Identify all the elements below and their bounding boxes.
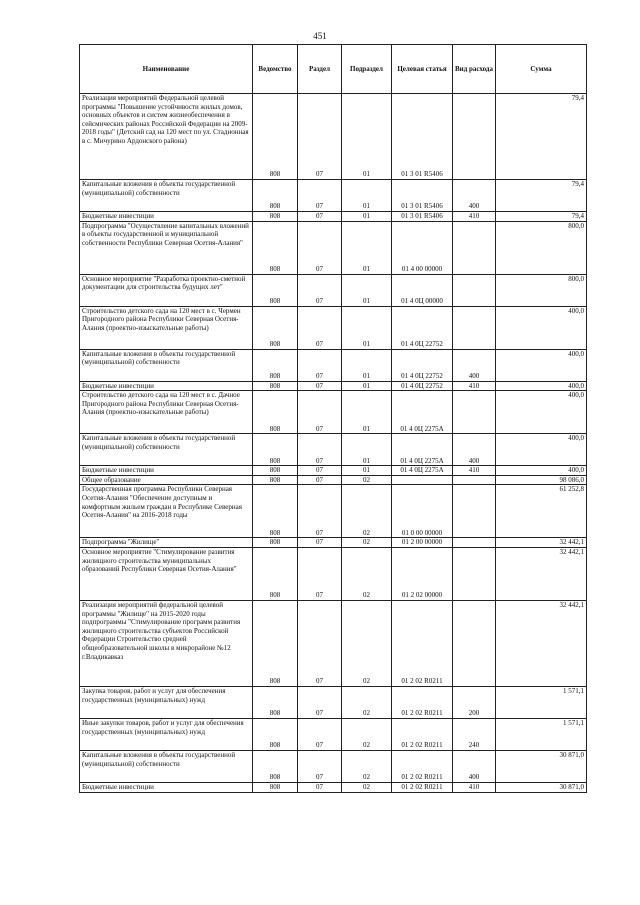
row-razdel-cell: 07 — [298, 306, 342, 349]
row-name-cell: Реализация мероприятий Федеральной целевой программы "Повышение устойчивости жилых домов, основных объектов и систем жизнеобеспечения в сейсмических районах Российской Федерации на 2009-2018 годы" (Детский сад на 120 мест по ул. Стадионная в с. Мичурино Ардонского района) — [80, 94, 253, 180]
row-ved-cell: 808 — [253, 538, 298, 548]
row-name-cell: Основное мероприятие "Разработка проектно-сметной документации для строительства будущих лет" — [80, 274, 253, 306]
row-name-cell: Капитальные вложения в объекты государственной (муниципальной) собственности — [80, 180, 253, 212]
row-sum-cell: 400,0 — [496, 391, 587, 434]
row-celevaya-cell: 01 4 0Ц 2275А — [392, 434, 453, 466]
row-sum-cell: 32 442,1 — [496, 600, 587, 686]
row-celevaya-cell: 01 4 0Ц 2275А — [392, 391, 453, 434]
row-podrazdel-cell: 01 — [342, 391, 392, 434]
table-row — [80, 475, 587, 485]
row-sum-cell: 32 442,1 — [496, 538, 587, 548]
row-vid-cell — [453, 600, 496, 686]
page-number: 451 — [313, 31, 327, 41]
row-razdel-cell: 07 — [298, 485, 342, 538]
row-ved-cell: 808 — [253, 381, 298, 391]
row-vid-cell — [453, 221, 496, 274]
row-podrazdel-cell: 01 — [342, 349, 392, 381]
row-razdel-cell: 07 — [298, 212, 342, 222]
row-celevaya-cell: 01 0 00 00000 — [392, 485, 453, 538]
table-row — [80, 718, 587, 750]
row-celevaya-cell: 01 4 0Ц 22752 — [392, 349, 453, 381]
row-razdel-cell: 07 — [298, 686, 342, 718]
row-podrazdel-cell: 02 — [342, 718, 392, 750]
row-name-cell: Иные закупки товаров, работ и услуг для обеспечения государственных (муниципальных) нужд — [80, 718, 253, 750]
row-ved-cell: 808 — [253, 718, 298, 750]
row-celevaya-cell — [392, 475, 453, 485]
row-podrazdel-cell: 01 — [342, 381, 392, 391]
row-ved-cell: 808 — [253, 306, 298, 349]
row-podrazdel-cell: 01 — [342, 306, 392, 349]
row-ved-cell: 808 — [253, 686, 298, 718]
row-celevaya-cell: 01 2 02 R0211 — [392, 750, 453, 782]
table-header-row — [80, 45, 587, 94]
table-row — [80, 349, 587, 381]
row-celevaya-cell: 01 2 02 R0211 — [392, 782, 453, 792]
row-podrazdel-cell: 01 — [342, 212, 392, 222]
row-vid-cell: 200 — [453, 686, 496, 718]
row-vid-cell — [453, 391, 496, 434]
header-razdel: Раздел — [298, 45, 342, 94]
table-row — [80, 434, 587, 466]
row-sum-cell: 400,0 — [496, 306, 587, 349]
row-podrazdel-cell: 02 — [342, 485, 392, 538]
row-sum-cell: 400,0 — [496, 349, 587, 381]
row-sum-cell: 800,0 — [496, 221, 587, 274]
table-row — [80, 782, 587, 792]
row-ved-cell: 808 — [253, 349, 298, 381]
row-ved-cell: 808 — [253, 180, 298, 212]
table-row — [80, 381, 587, 391]
row-celevaya-cell: 01 3 01 R5406 — [392, 212, 453, 222]
row-razdel-cell: 07 — [298, 94, 342, 180]
table-row — [80, 538, 587, 548]
row-name-cell: Бюджетные инвестиции — [80, 381, 253, 391]
row-ved-cell: 808 — [253, 475, 298, 485]
row-name-cell: Подпрограмма "Осуществление капитальных вложений в объекты государственной и муниципальной собственности Республики Северная Осетия-Алания" — [80, 221, 253, 274]
header-vid: Вид расхода — [453, 45, 496, 94]
row-podrazdel-cell: 01 — [342, 274, 392, 306]
table-row — [80, 547, 587, 600]
row-podrazdel-cell: 01 — [342, 434, 392, 466]
table-row — [80, 221, 587, 274]
row-name-cell: Бюджетные инвестиции — [80, 782, 253, 792]
row-vid-cell: 400 — [453, 434, 496, 466]
header-ved: Ведомство — [253, 45, 298, 94]
row-sum-cell: 400,0 — [496, 434, 587, 466]
row-vid-cell: 410 — [453, 381, 496, 391]
row-sum-cell: 79,4 — [496, 94, 587, 180]
row-razdel-cell: 07 — [298, 466, 342, 476]
row-podrazdel-cell: 01 — [342, 466, 392, 476]
row-ved-cell: 808 — [253, 547, 298, 600]
row-sum-cell: 32 442,1 — [496, 547, 587, 600]
row-ved-cell: 808 — [253, 391, 298, 434]
row-sum-cell: 30 871,0 — [496, 750, 587, 782]
row-podrazdel-cell: 02 — [342, 547, 392, 600]
row-sum-cell: 61 252,8 — [496, 485, 587, 538]
header-podrazdel: Подраздел — [342, 45, 392, 94]
row-sum-cell: 800,0 — [496, 274, 587, 306]
row-vid-cell — [453, 547, 496, 600]
row-vid-cell — [453, 485, 496, 538]
row-vid-cell: 410 — [453, 782, 496, 792]
row-sum-cell: 1 571,1 — [496, 686, 587, 718]
row-celevaya-cell: 01 4 0Ц 22752 — [392, 381, 453, 391]
table-row — [80, 750, 587, 782]
row-podrazdel-cell: 01 — [342, 221, 392, 274]
row-razdel-cell: 07 — [298, 538, 342, 548]
row-name-cell: Реализация мероприятий федеральной целевой программы "Жилище" на 2015-2020 годы подпрограммы "Стимулирование программ развития жилищного строительства субъектов Российской Федерации Строительство средней общеобразовательной школы в микрорайоне №12 г.Владикавказ — [80, 600, 253, 686]
row-celevaya-cell: 01 4 0Ц 00000 — [392, 274, 453, 306]
row-vid-cell: 400 — [453, 349, 496, 381]
row-podrazdel-cell: 02 — [342, 538, 392, 548]
row-name-cell: Капитальные вложения в объекты государственной (муниципальной) собственности — [80, 349, 253, 381]
row-name-cell: Строительство детского сада на 120 мест в с. Чермен Пригородного района Республики Северная Осетия-Алания (проектно-изыскательные работы) — [80, 306, 253, 349]
row-sum-cell: 98 086,0 — [496, 475, 587, 485]
row-podrazdel-cell: 02 — [342, 686, 392, 718]
row-name-cell: Общее образование — [80, 475, 253, 485]
row-celevaya-cell: 01 4 00 00000 — [392, 221, 453, 274]
row-celevaya-cell: 01 2 00 00000 — [392, 538, 453, 548]
row-vid-cell: 400 — [453, 750, 496, 782]
header-celevaya: Целевая статья — [392, 45, 453, 94]
header-summa: Сумма — [496, 45, 587, 94]
row-razdel-cell: 07 — [298, 274, 342, 306]
row-vid-cell: 410 — [453, 212, 496, 222]
row-vid-cell — [453, 94, 496, 180]
row-razdel-cell: 07 — [298, 750, 342, 782]
row-sum-cell: 1 571,1 — [496, 718, 587, 750]
row-sum-cell: 400,0 — [496, 466, 587, 476]
table-row — [80, 306, 587, 349]
header-name: Наименование — [80, 45, 253, 94]
row-razdel-cell: 07 — [298, 475, 342, 485]
table-row — [80, 274, 587, 306]
table-row — [80, 600, 587, 686]
row-sum-cell: 30 871,0 — [496, 782, 587, 792]
row-vid-cell — [453, 475, 496, 485]
table-row — [80, 94, 587, 180]
row-vid-cell — [453, 306, 496, 349]
row-ved-cell: 808 — [253, 221, 298, 274]
budget-table — [79, 44, 587, 793]
row-ved-cell: 808 — [253, 600, 298, 686]
row-razdel-cell: 07 — [298, 349, 342, 381]
row-name-cell: Строительство детского сада на 120 мест в с. Дачное Пригородного района Республики Северная Осетия-Алания (проектно-изыскательные работы) — [80, 391, 253, 434]
row-razdel-cell: 07 — [298, 180, 342, 212]
table-row — [80, 485, 587, 538]
row-razdel-cell: 07 — [298, 718, 342, 750]
row-podrazdel-cell: 02 — [342, 750, 392, 782]
row-vid-cell: 410 — [453, 466, 496, 476]
row-razdel-cell: 07 — [298, 600, 342, 686]
row-sum-cell: 79,4 — [496, 212, 587, 222]
row-razdel-cell: 07 — [298, 381, 342, 391]
table-row — [80, 212, 587, 222]
row-name-cell: Основное мероприятие "Стимулирование развития жилищного строительства муниципальных образований Республики Северная Осетия-Алания" — [80, 547, 253, 600]
row-razdel-cell: 07 — [298, 547, 342, 600]
row-ved-cell: 808 — [253, 485, 298, 538]
row-celevaya-cell: 01 4 0Ц 2275А — [392, 466, 453, 476]
row-ved-cell: 808 — [253, 750, 298, 782]
row-ved-cell: 808 — [253, 94, 298, 180]
row-celevaya-cell: 01 2 02 00000 — [392, 547, 453, 600]
row-vid-cell: 400 — [453, 180, 496, 212]
row-sum-cell: 400,0 — [496, 381, 587, 391]
row-ved-cell: 808 — [253, 274, 298, 306]
row-celevaya-cell: 01 2 02 R0211 — [392, 718, 453, 750]
row-vid-cell — [453, 274, 496, 306]
row-razdel-cell: 07 — [298, 434, 342, 466]
row-podrazdel-cell: 01 — [342, 94, 392, 180]
table-row — [80, 466, 587, 476]
row-sum-cell: 79,4 — [496, 180, 587, 212]
row-celevaya-cell: 01 3 01 R5406 — [392, 180, 453, 212]
row-razdel-cell: 07 — [298, 782, 342, 792]
row-vid-cell — [453, 538, 496, 548]
row-name-cell: Подпрограмма "Жилище" — [80, 538, 253, 548]
row-ved-cell: 808 — [253, 782, 298, 792]
row-name-cell: Государственная программа Республики Северная Осетия-Алания "Обеспечение доступным и комфортным жильем граждан в Республике Северная Осетия-Алания" на 2016-2018 годы — [80, 485, 253, 538]
row-podrazdel-cell: 01 — [342, 180, 392, 212]
row-name-cell: Капитальные вложения в объекты государственной (муниципальной) собственности — [80, 750, 253, 782]
table-row — [80, 391, 587, 434]
row-name-cell: Бюджетные инвестиции — [80, 212, 253, 222]
row-podrazdel-cell: 02 — [342, 782, 392, 792]
row-vid-cell: 240 — [453, 718, 496, 750]
table-row — [80, 686, 587, 718]
row-name-cell: Капитальные вложения в объекты государственной (муниципальной) собственности — [80, 434, 253, 466]
row-name-cell: Бюджетные инвестиции — [80, 466, 253, 476]
row-podrazdel-cell: 02 — [342, 600, 392, 686]
row-name-cell: Закупка товаров, работ и услуг для обеспечения государственных (муниципальных) нужд — [80, 686, 253, 718]
row-celevaya-cell: 01 2 02 R0211 — [392, 600, 453, 686]
row-razdel-cell: 07 — [298, 221, 342, 274]
row-podrazdel-cell: 02 — [342, 475, 392, 485]
row-ved-cell: 808 — [253, 434, 298, 466]
row-celevaya-cell: 01 4 0Ц 22752 — [392, 306, 453, 349]
row-celevaya-cell: 01 2 02 R0211 — [392, 686, 453, 718]
row-celevaya-cell: 01 3 01 R5406 — [392, 94, 453, 180]
row-razdel-cell: 07 — [298, 391, 342, 434]
row-ved-cell: 808 — [253, 212, 298, 222]
row-ved-cell: 808 — [253, 466, 298, 476]
table-row — [80, 180, 587, 212]
